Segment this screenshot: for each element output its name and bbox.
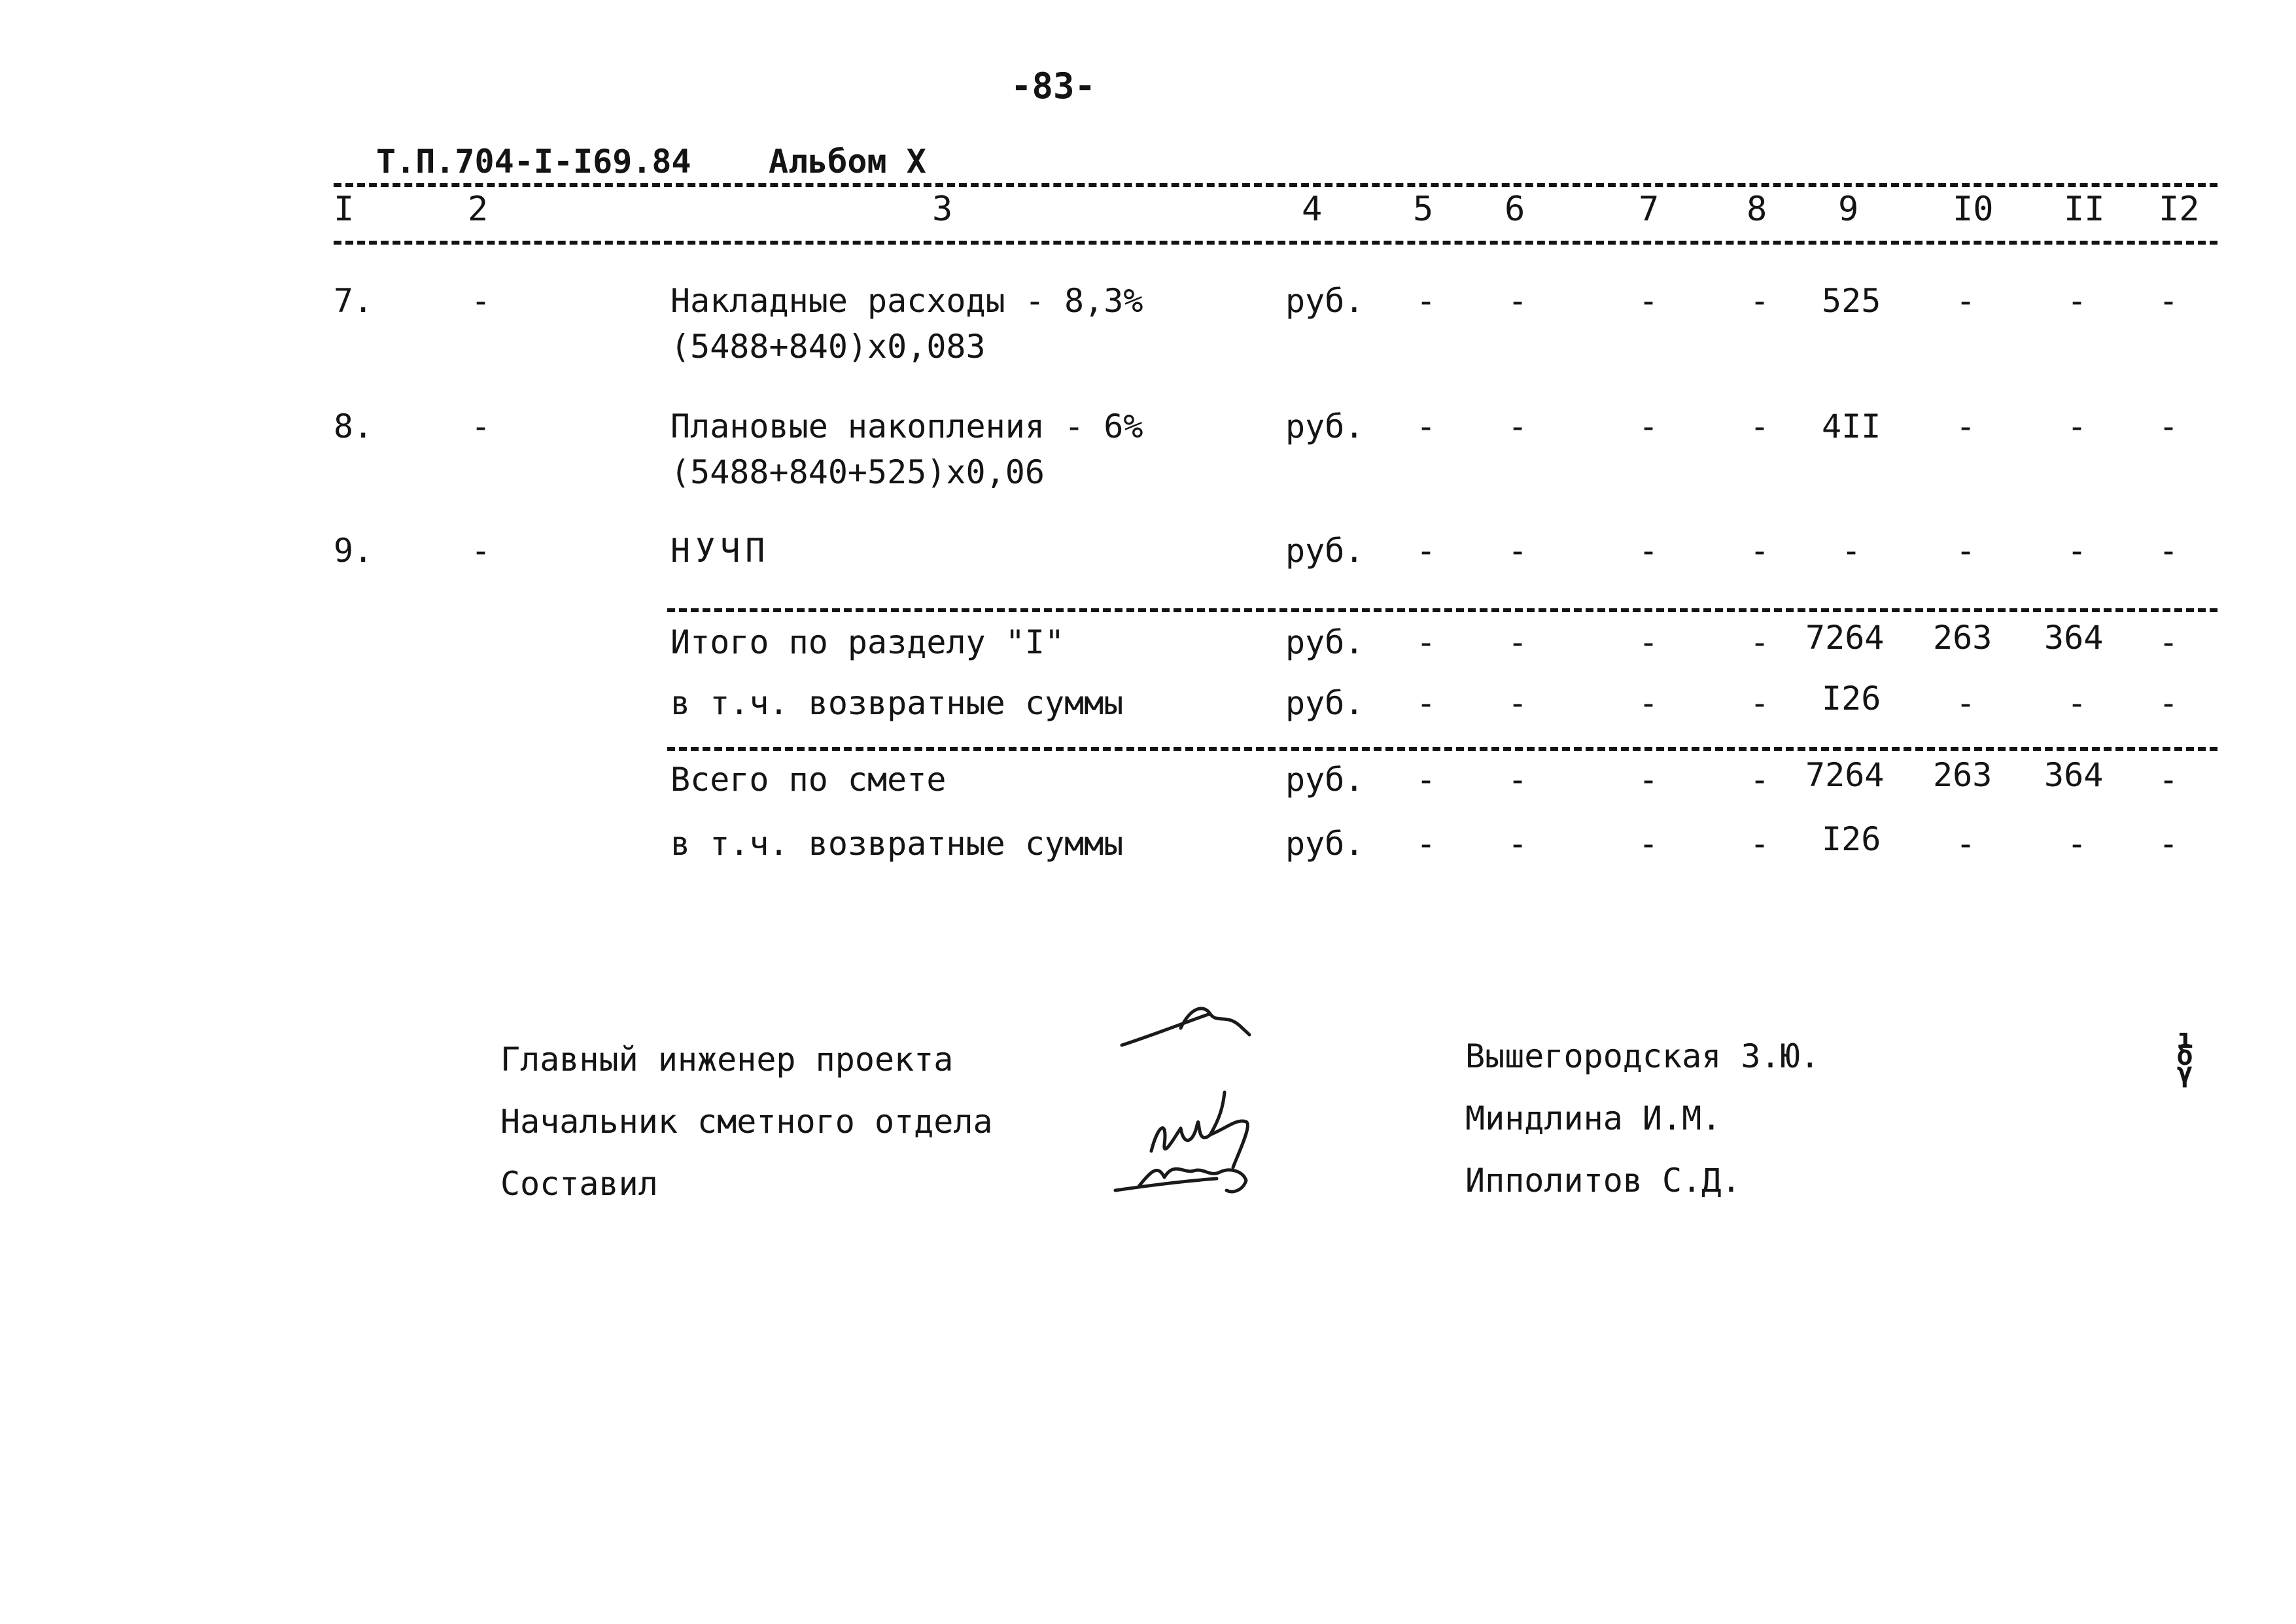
col-8-cell: - xyxy=(1750,623,1770,661)
col-8-cell: - xyxy=(1750,825,1770,863)
col-header-5: 5 xyxy=(1413,190,1434,229)
col-7-cell: - xyxy=(1639,282,1659,320)
col-6-cell: - xyxy=(1508,623,1528,661)
col-12-cell: - xyxy=(2159,282,2179,320)
col-8-cell: - xyxy=(1750,282,1770,320)
col-12-cell: - xyxy=(2159,761,2179,799)
col-9-cell: 525 xyxy=(1822,282,1881,320)
unit-cell: руб. xyxy=(1285,407,1365,445)
col-11-cell: - xyxy=(2067,282,2087,320)
col-12-cell: - xyxy=(2159,407,2179,445)
row-formula: (5488+840+525)x0,06 xyxy=(670,453,1045,491)
unit-cell: руб. xyxy=(1285,532,1365,570)
col-7-cell: - xyxy=(1639,684,1659,722)
col-5-cell: - xyxy=(1416,282,1436,320)
col-header-10: I0 xyxy=(1953,190,1994,229)
row-number: 8. xyxy=(334,407,374,445)
col-11-cell: 364 xyxy=(2044,619,2104,657)
col-header-9: 9 xyxy=(1838,190,1859,229)
row-description: НУЧП xyxy=(670,532,771,570)
signature-role: Главный инженер проекта xyxy=(500,1041,954,1079)
col-5-cell: - xyxy=(1416,761,1436,799)
col-11-cell: 364 xyxy=(2044,756,2104,794)
col-12-cell: - xyxy=(2159,532,2179,570)
header-rule-bottom xyxy=(334,241,2218,245)
col-header-8: 8 xyxy=(1747,190,1767,229)
col-2-cell: - xyxy=(471,282,491,320)
col-2-cell: - xyxy=(471,532,491,570)
col-9-cell: 7264 xyxy=(1805,619,1885,657)
col-header-2: 2 xyxy=(468,190,489,229)
col-6-cell: - xyxy=(1508,684,1528,722)
col-11-cell: - xyxy=(2067,825,2087,863)
col-10-cell: - xyxy=(1956,825,1976,863)
page-number: -83- xyxy=(1011,65,1096,107)
col-12-cell: - xyxy=(2159,825,2179,863)
header-rule-top xyxy=(334,183,2218,187)
col-12-cell: - xyxy=(2159,684,2179,722)
col-10-cell: 263 xyxy=(1933,756,1992,794)
col-10-cell: - xyxy=(1956,532,1976,570)
total-label: в т.ч. возвратные суммы xyxy=(670,825,1124,863)
col-header-11: II xyxy=(2064,190,2105,229)
row-number: 7. xyxy=(334,282,374,320)
total-label: в т.ч. возвратные суммы xyxy=(670,684,1124,722)
unit-cell: руб. xyxy=(1285,825,1365,863)
document-code: Т.П.704-I-I69.84 xyxy=(376,143,691,181)
section-total-rule xyxy=(667,608,2218,612)
col-9-cell: I26 xyxy=(1822,820,1881,858)
col-6-cell: - xyxy=(1508,407,1528,445)
total-label: Итого по разделу "I" xyxy=(670,623,1065,661)
col-8-cell: - xyxy=(1750,407,1770,445)
col-10-cell: - xyxy=(1956,407,1976,445)
row-description: Плановые накопления - 6% xyxy=(670,407,1143,445)
col-7-cell: - xyxy=(1639,407,1659,445)
col-5-cell: - xyxy=(1416,825,1436,863)
col-6-cell: - xyxy=(1508,532,1528,570)
col-6-cell: - xyxy=(1508,761,1528,799)
unit-cell: руб. xyxy=(1285,684,1365,722)
signatory-name: Ипполитов С.Д. xyxy=(1465,1162,1741,1200)
album-label: Альбом X xyxy=(769,143,926,181)
signature-role: Начальник сметного отдела xyxy=(500,1103,993,1141)
signatory-name: Вышегородская З.Ю. xyxy=(1465,1037,1820,1075)
unit-cell: руб. xyxy=(1285,623,1365,661)
col-5-cell: - xyxy=(1416,684,1436,722)
col-header-3: 3 xyxy=(932,190,953,229)
signatory-name: Миндлина И.М. xyxy=(1465,1099,1722,1137)
col-8-cell: - xyxy=(1750,532,1770,570)
row-number: 9. xyxy=(334,532,374,570)
col-9-cell: 4II xyxy=(1822,407,1881,445)
col-6-cell: - xyxy=(1508,282,1528,320)
col-9-cell: I26 xyxy=(1822,680,1881,717)
col-5-cell: - xyxy=(1416,623,1436,661)
col-header-12: I2 xyxy=(2159,190,2200,229)
col-10-cell: 263 xyxy=(1933,619,1992,657)
col-7-cell: - xyxy=(1639,825,1659,863)
col-6-cell: - xyxy=(1508,825,1528,863)
total-label: Всего по смете xyxy=(670,761,947,799)
col-11-cell: - xyxy=(2067,684,2087,722)
unit-cell: руб. xyxy=(1285,282,1365,320)
col-9-cell: 7264 xyxy=(1805,756,1885,794)
col-header-6: 6 xyxy=(1505,190,1525,229)
col-8-cell: - xyxy=(1750,761,1770,799)
col-7-cell: - xyxy=(1639,532,1659,570)
row-description: Накладные расходы - 8,3% xyxy=(670,282,1143,320)
row-formula: (5488+840)x0,083 xyxy=(670,328,986,366)
handwritten-signature-image xyxy=(1112,994,1321,1210)
col-8-cell: - xyxy=(1750,684,1770,722)
margin-mark: ıδγ xyxy=(2176,1022,2193,1088)
col-2-cell: - xyxy=(471,407,491,445)
col-11-cell: - xyxy=(2067,407,2087,445)
grand-total-rule xyxy=(667,747,2218,751)
signature-role: Составил xyxy=(500,1165,658,1203)
col-12-cell: - xyxy=(2159,623,2179,661)
col-5-cell: - xyxy=(1416,407,1436,445)
col-header-4: 4 xyxy=(1302,190,1323,229)
col-7-cell: - xyxy=(1639,761,1659,799)
col-10-cell: - xyxy=(1956,684,1976,722)
col-5-cell: - xyxy=(1416,532,1436,570)
unit-cell: руб. xyxy=(1285,761,1365,799)
col-7-cell: - xyxy=(1639,623,1659,661)
col-9-cell: - xyxy=(1841,532,1862,570)
col-header-7: 7 xyxy=(1639,190,1660,229)
col-10-cell: - xyxy=(1956,282,1976,320)
col-11-cell: - xyxy=(2067,532,2087,570)
col-header-1: I xyxy=(334,190,355,229)
